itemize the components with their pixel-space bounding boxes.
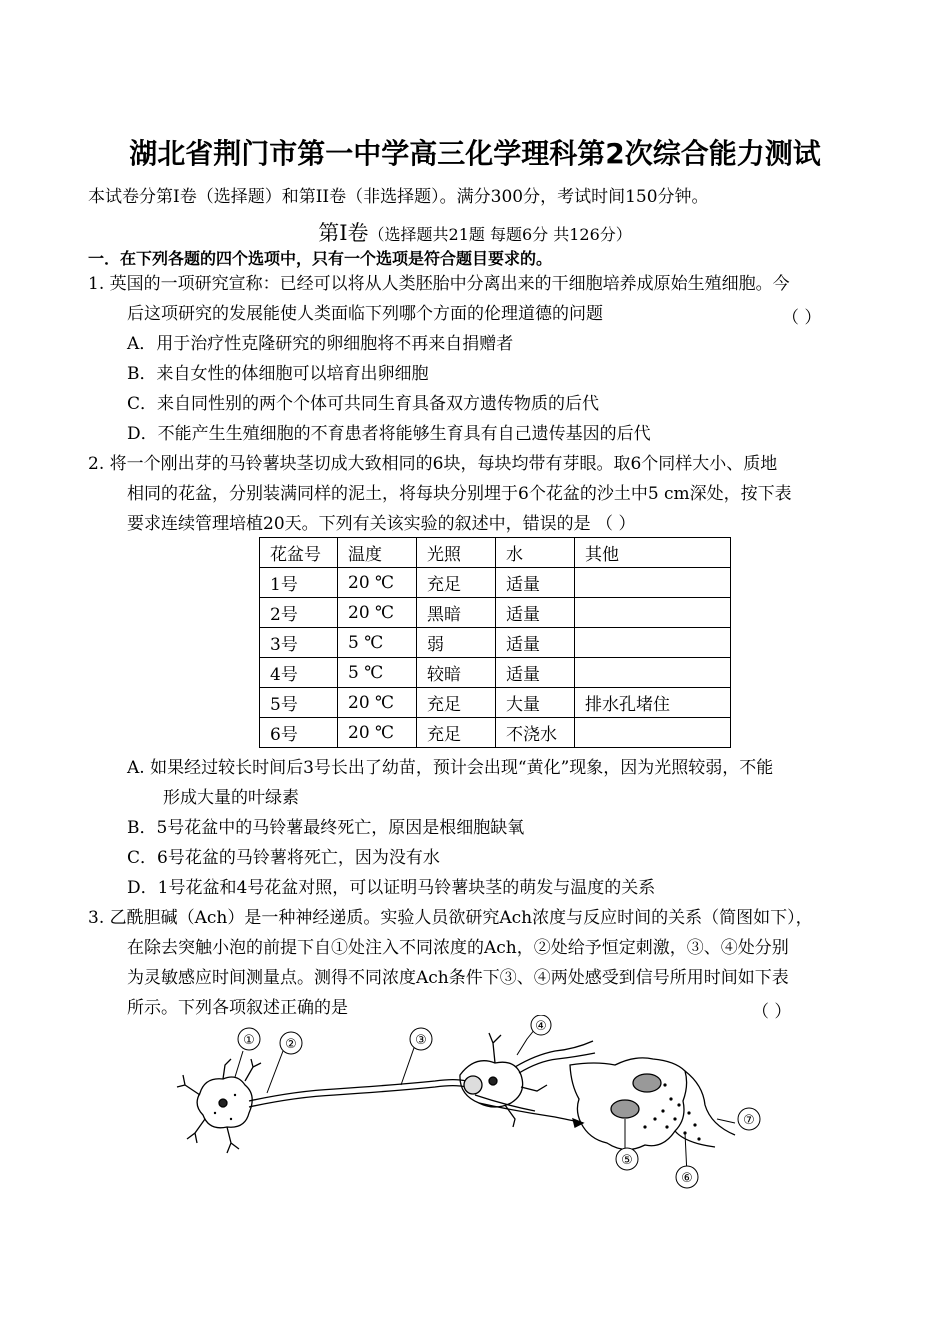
table-row (260, 628, 731, 658)
table-cell: 20 ℃ (338, 718, 417, 748)
q3-line-3: 为灵敏感应时间测量点。测得不同浓度Ach条件下③、④两处感受到信号所用时间如下表 (127, 968, 789, 988)
table-cell (575, 658, 731, 688)
table-cell (575, 628, 731, 658)
table-cell: 黑暗 (417, 598, 496, 628)
table-header: 光照 (417, 538, 496, 568)
exam-intro: 本试卷分第I卷（选择题）和第II卷（非选择题）。满分300分，考试时间150分钟。 (88, 187, 709, 207)
q1-line-2: 后这项研究的发展能使人类面临下列哪个方面的伦理道德的问题 (127, 304, 603, 324)
table-cell: 适量 (496, 628, 575, 658)
table-cell: 排水孔堵住 (575, 688, 731, 718)
section-heading (0, 217, 950, 247)
table-row (260, 598, 731, 628)
q2-option-a: A. 如果经过较长时间后3号长出了幼苗，预计会出现“黄化”现象，因为光照较弱，不能 (127, 758, 774, 778)
table-cell: 1号 (260, 568, 338, 598)
q1-answer-bracket: （ ） (782, 308, 822, 328)
experiment-table (259, 537, 731, 748)
table-header: 其他 (575, 538, 731, 568)
table-cell: 适量 (496, 658, 575, 688)
table-cell: 充足 (417, 718, 496, 748)
table-row (260, 688, 731, 718)
table-cell: 20 ℃ (338, 568, 417, 598)
table-cell (575, 568, 731, 598)
q1-line-1: 1. 英国的一项研究宣称：已经可以将从人类胚胎中分离出来的干细胞培养成原始生殖细胞。今 (88, 274, 790, 294)
table-cell: 较暗 (417, 658, 496, 688)
table-cell: 大量 (496, 688, 575, 718)
section-detail: （选择题共21题 每题6分 共126分） (368, 225, 632, 244)
table-cell: 6号 (260, 718, 338, 748)
table-cell: 5 ℃ (338, 628, 417, 658)
table-cell: 适量 (496, 568, 575, 598)
q2-option-b: B．5号花盆中的马铃薯最终死亡，原因是根细胞缺氧 (127, 818, 525, 838)
q2-line-3: 要求连续管理培植20天。下列有关该实验的叙述中，错误的是 （ ） (127, 514, 636, 534)
table-cell (575, 598, 731, 628)
q3-line-1: 3. 乙酰胆碱（Ach）是一种神经递质。实验人员欲研究Ach浓度与反应时间的关系（简图如下）， (88, 908, 813, 928)
q3-line-4: 所示。下列各项叙述正确的是 (127, 998, 348, 1018)
q1-option-c: C．来自同性别的两个个体可共同生育具备双方遗传物质的后代 (127, 394, 600, 414)
part-heading: 一．在下列各题的四个选项中，只有一个选项是符合题目要求的。 (88, 249, 553, 268)
table-header: 花盆号 (260, 538, 338, 568)
q1-option-d: D．不能产生生殖细胞的不育患者将能够生育具有自己遗传基因的后代 (127, 424, 651, 444)
table-cell: 5号 (260, 688, 338, 718)
figure-label-6: ⑥ (681, 1171, 693, 1186)
q2-option-c: C．6号花盆的马铃薯将死亡，因为没有水 (127, 848, 440, 868)
table-cell: 充足 (417, 688, 496, 718)
table-row (260, 568, 731, 598)
table-cell: 20 ℃ (338, 688, 417, 718)
figure-label-2: ② (285, 1037, 297, 1052)
q1-option-a: A．用于治疗性克隆研究的卵细胞将不再来自捐赠者 (127, 334, 514, 354)
table-cell: 3号 (260, 628, 338, 658)
q1-option-b: B．来自女性的体细胞可以培育出卵细胞 (127, 364, 429, 384)
table-cell (575, 718, 731, 748)
section-label: 第I卷 (318, 221, 369, 245)
table-header: 水 (496, 538, 575, 568)
figure-label-1: ① (243, 1033, 255, 1048)
axon (249, 1080, 475, 1101)
figure-label-5: ⑤ (621, 1153, 633, 1168)
figure-label-3: ③ (415, 1033, 427, 1048)
table-header-row (260, 538, 731, 568)
q2-line-2: 相同的花盆，分别装满同样的泥土，将每块分别埋于6个花盆的沙土中5 cm深处，按下表 (127, 484, 792, 504)
q2-option-a-cont: 形成大量的叶绿素 (163, 788, 299, 808)
exam-title: 湖北省荆门市第一中学高三化学理科第2次综合能力测试 (129, 137, 821, 170)
neuron-diagram (175, 1015, 795, 1195)
figure-label-4: ④ (535, 1019, 547, 1034)
q3-answer-bracket: （ ） (752, 1002, 792, 1022)
table-cell: 5 ℃ (338, 658, 417, 688)
table-row (260, 658, 731, 688)
table-cell: 20 ℃ (338, 598, 417, 628)
q3-line-2: 在除去突触小泡的前提下自①处注入不同浓度的Ach，②处给予恒定刺激，③、④处分别 (127, 938, 789, 958)
table-cell: 不浇水 (496, 718, 575, 748)
q2-option-d: D．1号花盆和4号花盆对照，可以证明马铃薯块茎的萌发与温度的关系 (127, 878, 656, 898)
q2-line-1: 2. 将一个刚出芽的马铃薯块茎切成大致相同的6块，每块均带有芽眼。取6个同样大小、质地 (88, 454, 778, 474)
figure-label-7: ⑦ (743, 1113, 755, 1128)
table-cell: 适量 (496, 598, 575, 628)
table-row (260, 718, 731, 748)
table-header: 温度 (338, 538, 417, 568)
table-cell: 4号 (260, 658, 338, 688)
table-cell: 充足 (417, 568, 496, 598)
table-cell: 2号 (260, 598, 338, 628)
table-cell: 弱 (417, 628, 496, 658)
